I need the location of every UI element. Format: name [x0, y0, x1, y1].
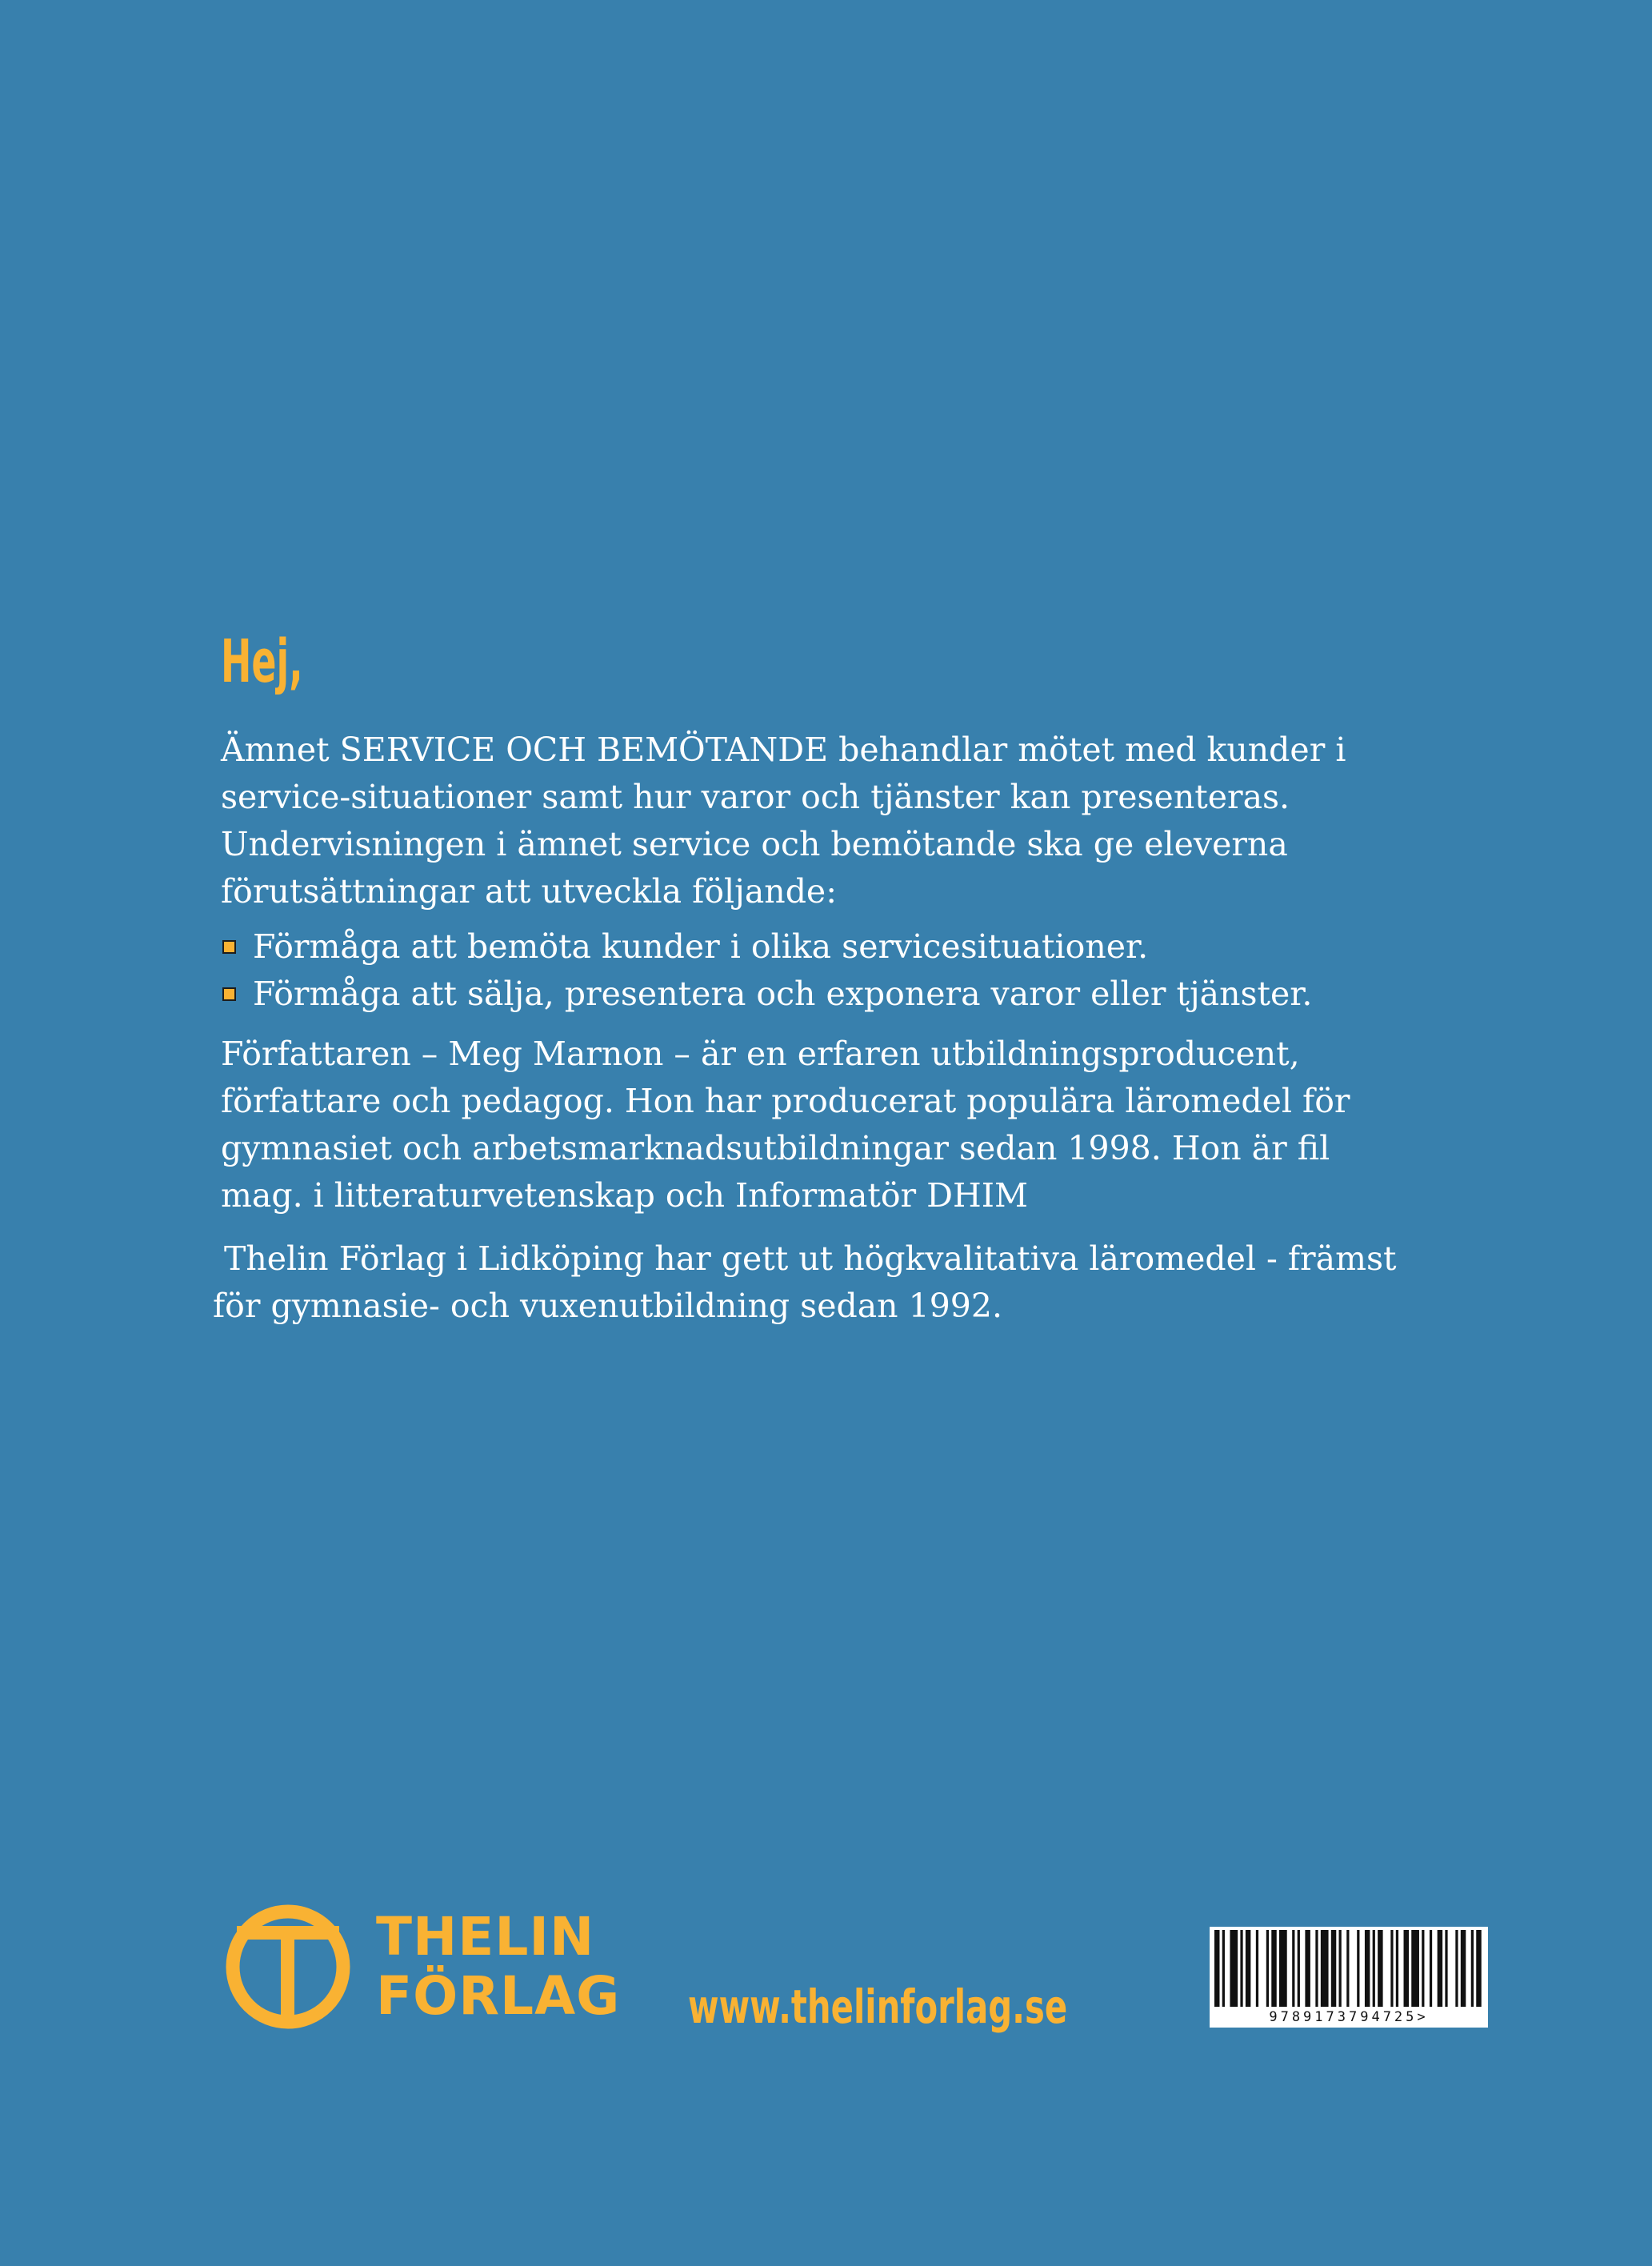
- barcode-suffix: >: [1417, 2009, 1429, 2025]
- list-item: [221, 971, 1437, 1018]
- barcode-bar: [1298, 1930, 1300, 2007]
- barcode-bar: [1390, 1930, 1393, 2007]
- publisher-paragraph-line-2: för gymnasie- och vuxenutbildning sedan 1992.: [213, 1287, 1002, 1325]
- list-item-text: Förmåga att bemöta kunder i olika servicesituationer.: [253, 927, 1149, 966]
- barcode-bar: [1378, 1930, 1382, 2007]
- barcode-bar: [1396, 1930, 1398, 2007]
- ability-list: [221, 923, 1437, 1018]
- barcode-bar: [1411, 1930, 1419, 2007]
- barcode-bar: [1331, 1930, 1336, 2007]
- barcode-bar: [1357, 1930, 1359, 2007]
- barcode-bars: [1210, 1927, 1488, 2008]
- barcode-bar: [1422, 1930, 1424, 2007]
- barcode-bar: [1279, 1930, 1287, 2007]
- intro-rest: behandlar mötet med kunder i service-situationer samt hur varor och tjänster kan presenteras. Undervisningen i ämnet service och bemötande ska ge eleverna förutsättningar att utveckla följande:: [221, 731, 1346, 911]
- barcode-digits: [1210, 2009, 1488, 2025]
- logo-line-1: THELIN: [376, 1906, 595, 1968]
- publisher-logo: [222, 1901, 620, 2032]
- isbn-barcode: [1210, 1927, 1488, 2028]
- barcode-bar: [1346, 1930, 1349, 2007]
- back-cover-text: [213, 627, 1437, 1330]
- barcode-bar: [1438, 1930, 1442, 2007]
- greeting-heading: Hej,: [221, 627, 303, 696]
- barcode-bar: [1315, 1930, 1318, 2007]
- barcode-bar: [1365, 1930, 1370, 2007]
- intro-lead: Ämnet: [221, 731, 340, 769]
- isbn-number: 9789173794725: [1269, 2009, 1418, 2025]
- barcode-bar: [1430, 1930, 1432, 2007]
- publisher-paragraph-line-1: Thelin Förlag i Lidköping har gett ut högkvalitativa läromedel - främst: [224, 1239, 1397, 1278]
- barcode-bar: [1266, 1930, 1269, 2007]
- barcode-bar: [1305, 1930, 1310, 2007]
- barcode-bar: [1339, 1930, 1342, 2007]
- author-paragraph: Författaren – Meg Marnon – är en erfaren utbildningsproducent, författare och pedagog. Hon har producerat populära läromedel för gymnasiet och arbetsmarknadsutbildningar sedan 1998. Hon är fil mag. i litteraturvetenskap och Informatör DHIM: [221, 1035, 1350, 1215]
- square-bullet-icon: [222, 987, 236, 1001]
- list-item-text: Förmåga att sälja, presentera och exponera varor eller tjänster.: [253, 975, 1313, 1013]
- barcode-bar: [1240, 1930, 1242, 2007]
- barcode-bar: [1230, 1930, 1238, 2007]
- barcode-bar: [1373, 1930, 1375, 2007]
- barcode-bar: [1256, 1930, 1258, 2007]
- barcode-bar: [1246, 1930, 1250, 2007]
- barcode-bar: [1404, 1930, 1409, 2007]
- barcode-bar: [1471, 1930, 1474, 2007]
- intro-paragraph: [221, 727, 1437, 915]
- barcode-bar: [1445, 1930, 1447, 2007]
- barcode-bar: [1214, 1930, 1219, 2007]
- list-item: [221, 923, 1437, 971]
- website-link[interactable]: www.thelinforlag.se: [688, 1980, 1068, 2034]
- barcode-bar: [1461, 1930, 1466, 2007]
- barcode-bar: [1292, 1930, 1294, 2007]
- barcode-bar: [1222, 1930, 1225, 2007]
- barcode-bar: [1321, 1930, 1329, 2007]
- barcode-bar: [1455, 1930, 1458, 2007]
- barcode-bar: [1271, 1930, 1276, 2007]
- logo-line-2: FÖRLAG: [376, 1965, 621, 2027]
- thelin-t-circle-icon: [222, 1901, 354, 2032]
- barcode-bar: [1476, 1930, 1481, 2007]
- logo-wordmark: [376, 1908, 620, 2026]
- square-bullet-icon: [222, 940, 236, 954]
- subject-name: SERVICE OCH BEMÖTANDE: [339, 731, 829, 769]
